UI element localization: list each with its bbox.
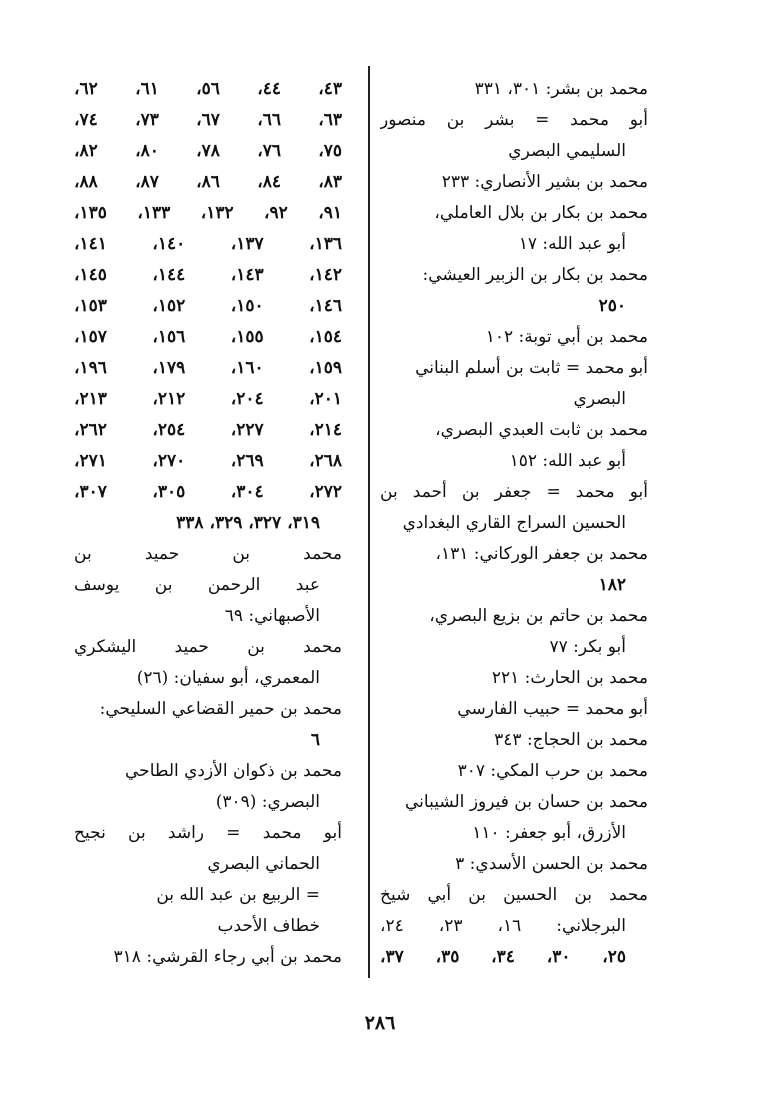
right-column	[380, 74, 648, 973]
index-entry-continuation: البصري: (٣٠٩)	[215, 792, 320, 812]
index-entry: محمد بن حاتم بن بزيع البصري،	[429, 606, 648, 626]
left-column	[74, 74, 342, 973]
index-entry: أبو محمد = بشر بن منصور	[380, 110, 648, 130]
index-entry-continuation: ١٨٢	[598, 575, 626, 595]
index-entry: ١٤٢، ١٤٣، ١٤٤، ١٤٥،	[74, 265, 342, 285]
index-entry: محمد بن حميد بن	[74, 544, 342, 564]
index-entry-continuation: الأزرق، أبو جعفر: ١١٠	[472, 823, 626, 843]
index-entry: محمد بن ذكوان الأزدي الطاحي	[125, 761, 342, 781]
index-entry-continuation: الحماني البصري	[207, 854, 320, 874]
index-entry: محمد بن الحسن الأسدي: ٣	[455, 854, 648, 874]
index-entry: محمد بن حمير القضاعي السليحي:	[99, 699, 342, 719]
index-entry: محمد بن الحجاج: ٣٤٣	[494, 730, 648, 750]
index-entry: ٢٠١، ٢٠٤، ٢١٢، ٢١٣،	[74, 389, 342, 409]
index-entry: محمد بن حسان بن فيروز الشيباني	[405, 792, 648, 812]
index-entry-continuation: الأصبهاني: ٦٩	[224, 606, 320, 626]
index-entry-continuation: عبد الرحمن بن يوسف	[74, 575, 320, 595]
index-entry: محمد بن حميد اليشكري	[74, 637, 342, 657]
index-entry: أبو محمد = ثابت بن أسلم البناني	[415, 358, 648, 378]
index-entry-continuation: أبو عبد الله: ١٥٢	[509, 451, 626, 471]
index-entry: ١٥٤، ١٥٥، ١٥٦، ١٥٧،	[74, 327, 342, 347]
index-entry-continuation: ٢٥٠	[598, 296, 626, 316]
index-entry: ٢٦٨، ٢٦٩، ٢٧٠، ٢٧١،	[74, 451, 342, 471]
index-entry: ٩١، ٩٢، ١٣٢، ١٣٣، ١٣٥،	[74, 203, 342, 223]
index-entry-continuation: ٢٥، ٣٠، ٣٤، ٣٥، ٣٧،	[380, 947, 627, 967]
index-entry: محمد بن بكار بن الزبير العيشي:	[422, 265, 648, 285]
index-entry: ١٥٩، ١٦٠، ١٧٩، ١٩٦،	[74, 358, 342, 378]
index-entry: أبو محمد = راشد بن نجيح	[74, 823, 342, 843]
index-entry-continuation: البرجلاني: ١٦، ٢٣، ٢٤،	[380, 916, 626, 936]
index-entry: محمد بن جعفر الوركاني: ١٣١،	[435, 544, 648, 564]
index-entry: محمد بن بشير الأنصاري: ٢٣٣	[441, 172, 648, 192]
index-entry-continuation: أبو بكر: ٧٧	[549, 637, 626, 657]
index-entry: ٨٣، ٨٤، ٨٦، ٨٧، ٨٨،	[74, 172, 342, 192]
index-entry-continuation: ٦	[310, 730, 320, 750]
index-entry: أبو محمد = حبيب الفارسي	[457, 699, 648, 719]
index-entry: أبو محمد = جعفر بن أحمد بن	[380, 482, 648, 502]
index-entry: محمد بن أبي توبة: ١٠٢	[485, 327, 648, 347]
index-entry: ٤٣، ٤٤، ٥٦، ٦١، ٦٢،	[74, 79, 342, 99]
index-entry-continuation: ٣١٩، ٣٢٧، ٣٢٩، ٣٣٨	[176, 513, 320, 533]
index-entry: محمد بن أبي رجاء القرشي: ٣١٨	[113, 947, 342, 967]
index-entry: ٦٣، ٦٦، ٦٧، ٧٣، ٧٤،	[74, 110, 342, 130]
index-entry-continuation: السليمي البصري	[508, 141, 626, 161]
index-entry: محمد بن بكار بن بلال العاملي،	[434, 203, 648, 223]
index-entry: محمد بن الحارث: ٢٢١	[491, 668, 648, 688]
index-entry-continuation: الحسين السراج القاري البغدادي	[402, 513, 626, 533]
index-entry: ٢١٤، ٢٢٧، ٢٥٤، ٢٦٢،	[74, 420, 342, 440]
index-entry: محمد بن حرب المكي: ٣٠٧	[457, 761, 648, 781]
page-number: ٢٨٦	[364, 1012, 396, 1034]
index-entry-continuation: أبو عبد الله: ١٧	[518, 234, 626, 254]
index-entry: ١٤٦، ١٥٠، ١٥٢، ١٥٣،	[74, 296, 342, 316]
index-entry-continuation: = الربيع بن عبد الله بن	[156, 885, 320, 905]
index-entry: ٢٧٢، ٣٠٤، ٣٠٥، ٣٠٧،	[74, 482, 342, 502]
column-divider	[368, 66, 370, 978]
index-entry-continuation: البصري	[573, 389, 626, 409]
index-entry-continuation: خطاف الأحدب	[217, 916, 320, 936]
index-entry-continuation: المعمري، أبو سفيان: (٢٦)	[136, 668, 320, 688]
index-entry: محمد بن الحسين بن أبي شيخ	[380, 885, 648, 905]
index-entry: محمد بن ثابت العبدي البصري،	[435, 420, 648, 440]
index-entry: ٧٥، ٧٦، ٧٨، ٨٠، ٨٢،	[74, 141, 342, 161]
index-entry: ١٣٦، ١٣٧، ١٤٠، ١٤١،	[74, 234, 342, 254]
index-entry: محمد بن بشر: ٣٠١، ٣٣١	[474, 79, 648, 99]
